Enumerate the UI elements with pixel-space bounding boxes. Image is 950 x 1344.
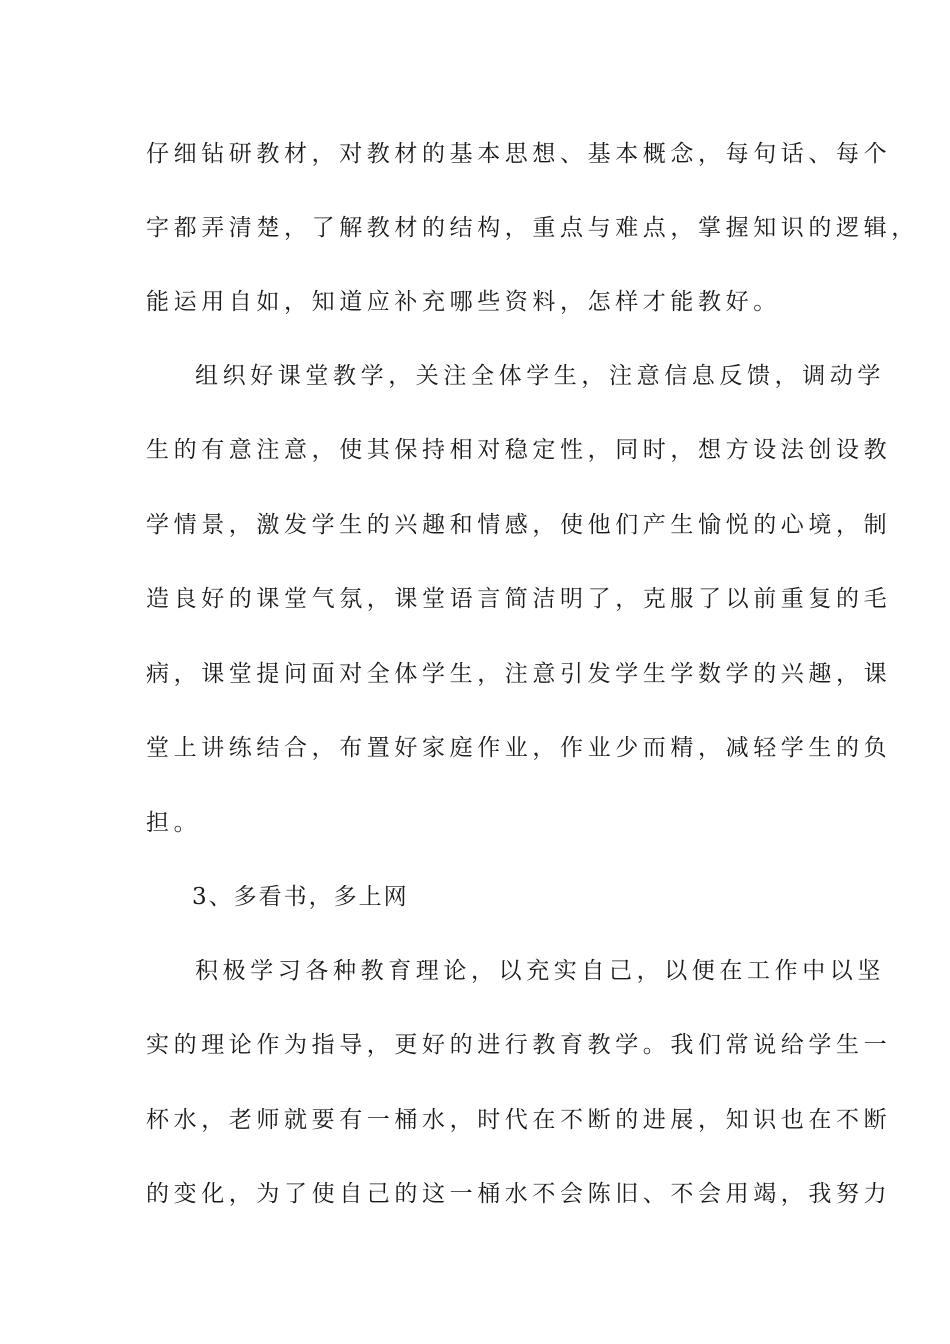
text-line: 学情景，激发学生的兴趣和情感，使他们产生愉悦的心境，制 bbox=[146, 512, 892, 538]
text-line: 担。 bbox=[146, 810, 202, 836]
text-line: 造良好的课堂气氛，课堂语言简洁明了，克服了以前重复的毛 bbox=[146, 586, 892, 612]
section-heading: 3、多看书，多上网 bbox=[192, 884, 409, 910]
text-line: 积极学习各种教育理论，以充实自己，以便在工作中以坚 bbox=[195, 958, 885, 984]
text-line: 杯水，老师就要有一桶水，时代在不断的进展，知识也在不断 bbox=[146, 1107, 892, 1133]
text-line: 组织好课堂教学，关注全体学生，注意信息反馈，调动学 bbox=[195, 363, 885, 389]
text-line: 的变化，为了使自己的这一桶水不会陈旧、不会用竭，我努力 bbox=[146, 1181, 892, 1207]
text-line: 能运用自如，知道应补充哪些资料，怎样才能教好。 bbox=[146, 289, 781, 315]
text-line: 病，课堂提问面对全体学生，注意引发学生学数学的兴趣，课 bbox=[146, 661, 892, 687]
text-line: 字都弄清楚，了解教材的结构，重点与难点，掌握知识的逻辑， bbox=[146, 215, 919, 241]
text-line: 堂上讲练结合，布置好家庭作业，作业少而精，减轻学生的负 bbox=[146, 735, 892, 761]
text-line: 实的理论作为指导，更好的进行教育教学。我们常说给学生一 bbox=[146, 1032, 892, 1058]
text-line: 仔细钻研教材，对教材的基本思想、基本概念，每句话、每个 bbox=[146, 141, 892, 167]
text-line: 生的有意注意，使其保持相对稳定性，同时，想方设法创设教 bbox=[146, 437, 892, 463]
